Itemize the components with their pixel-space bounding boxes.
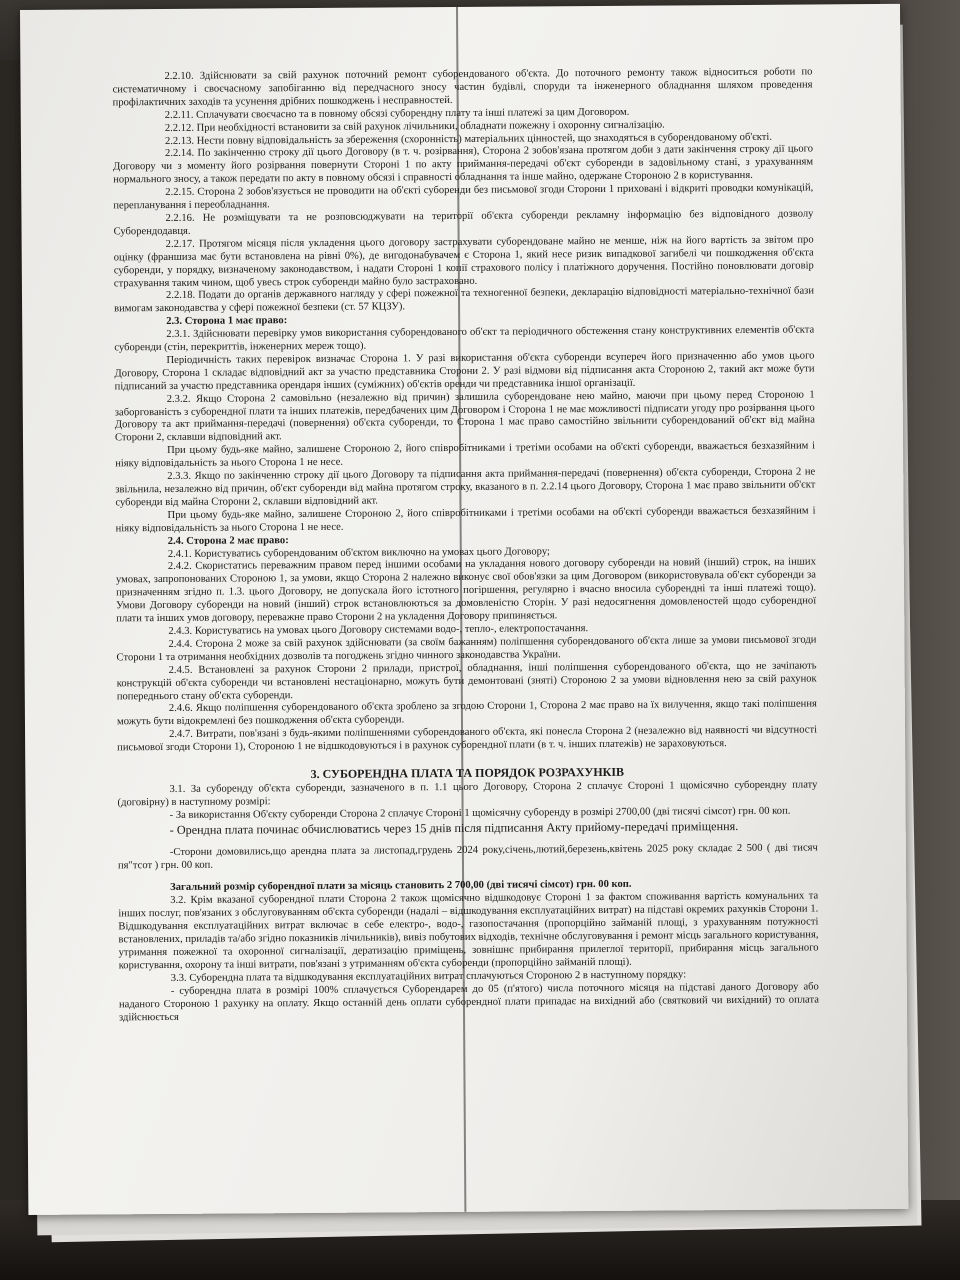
clause-2-2-16: 2.2.16. Не розміщувати та не розповсюджувати на території об'єкта суборенди рекламну інформацію без відповідного дозволу Суборендодавця. xyxy=(113,208,814,238)
document-page xyxy=(20,4,908,1215)
clause-2-3-1-cont: Періодичність таких перевірок визначає Сторона 1. У разі використання об'єкта суборенди всупереч його призначенню або умов цього Договору, Сторона 1 складає відповідний акт за участю представника Сторони 2. У разі відмови від підписання акта Стороною 2, такий акт може бути підписаний за участю представника орендаря інших (суміжних) об'єктів оренди чи представника іншої організації. xyxy=(114,350,815,393)
clause-2-4-2: 2.4.2. Скористатись переважним правом перед іншими особами на укладання нового договору суборенди на новий (інший) строк, на інших умовах, запропонованих Стороною 1, за умови, якщо Сторона 2 належно виконує свої обов'язки за цим Договором (використовувала об'єкт суборенди за призначенням згідно п. 1.3. цього Договору, не допускала його істотного погіршення, регулярно і вчасно вносила суборендні та інші платежі тощо). Умови Договору суборенди на новий (інший) строк встановлюються за домовленістю Сторін. У разі недосягнення домовленостей щодо суборендної плати та інших умов договору, переважне право Сторони 2 на укладення Договору припиняється. xyxy=(115,556,817,625)
clause-2-4-1: 2.4.1. Користуватись суборендованим об'єктом виключно на умовах цього Договору; xyxy=(167,545,550,560)
clause-2-2-15: 2.2.15. Сторона 2 зобов'язується не проводити на об'єкті суборенди без письмової згоди Сторони 1 приховані і відкриті проводки комунікацій, перепланування і переобладнання. xyxy=(113,182,814,212)
clause-2-2-11: 2.2.11. Сплачувати своєчасно та в повному обсязі суборендну плату та інші платежі за цим Договором. xyxy=(164,106,630,121)
clause-2-4-6: 2.4.6. Якщо поліпшення суборендованого об'єкта зроблено за згодою Сторони 1, Сторона 2 має право на їх вилучення, якщо такі поліпшення можуть бути відокремлені без пошкодження об'єкта суборенди. xyxy=(116,698,817,728)
clause-3-1-b: - Орендна плата починає обчислюватись через 15 днів після підписання Акту прийому-передачі приміщення. xyxy=(169,818,739,837)
clause-2-3-3: 2.3.3. Якщо по закінченню строку дії цього Договору та підписання акта приймання-передачі (повернення) об'єкта суборенди, Сторона 2 не звільнила, незалежно від причин, об'єкт суборенди від майна протягом строку, вказаного в п. 2.2.14 цього Договору, Сторона 1 має право звільнити об'єкт суборенди від майна Сторони 2, склавши відповідний акт. xyxy=(115,466,816,509)
clause-3-1-c: -Сторони домовились,що арендна плата за листопад,грудень 2024 року,січень,лютий,березень,квітень 2025 року складає 2 500 ( дві тисяч пя"тсот ) грн. 00 коп. xyxy=(117,842,818,871)
heading-2-3: 2.3. Сторона 1 має право: xyxy=(166,315,288,328)
clause-2-4-5: 2.4.5. Встановлені за рахунок Сторони 2 прилади, пристрої, обладнання, інші поліпшення суборендованого об'єкта, що не зачіпають конструкцій об'єкта суборенди чи встановлені нестаціонарно, можуть бути демонтовані (зняті) Стороною 2 за умови відновлення нею за свій рахунок попереднього стану об'єкта суборенди. xyxy=(116,660,817,702)
clause-2-3-2-cont: При цьому будь-яке майно, залишене Стороною 2, його співробітниками і третіми особами на об'єкті суборенди, вважається безхазяйним і ніяку відповідальність за нього Сторона 1 не несе. xyxy=(115,440,816,470)
heading-2-4: 2.4. Сторона 2 має право: xyxy=(167,534,289,547)
clause-2-3-2: 2.3.2. Якщо Сторона 2 самовільно (незалежно від причин) залишила суборендоване нею майно, маючи при цьому перед Стороною 1 заборгованість з суборендної плати та інших платежів, передбачених цим Договором і Сторона 1 не має можливості підписати угоду про розірвання цього Договору та акт приймання-передачі (повернення) об'єкта суборенди, то Сторона 1 має право самостійно звільнити суборендований об'єкт від майна Сторони 2, склавши відповідний акт. xyxy=(114,389,815,444)
clause-2-2-17: 2.2.17. Протягом місяця після укладення цього договору застрахувати суборендоване майно не менше, ніж на його вартість за звітом про оцінку (франшиза має бути встановлена на рівні 0%), де вигодонабувачем є Сторона 1, який несе ризик випадкової загибелі чи пошкодження об'єкта суборенди, у порядку, визначеному законодавством, і надати Стороні 1 копії страхового полісу і платіжного доручення. Постійно поновлювати договір страхування таким чином, щоб увесь строк суборенди майно було застраховано. xyxy=(113,234,814,289)
document-text xyxy=(112,66,819,1024)
clause-2-4-3: 2.4.3. Користуватись на умовах цього Договору системами водо-, тепло-, електропостачання. xyxy=(168,623,589,637)
clause-3-3: 3.3. Суборендна плата та відшкодування експлуатаційних витрат сплачуються Стороною 2 в наступному порядку: xyxy=(170,969,687,984)
clause-2-3-3-cont: При цьому будь-яке майно, залишене Стороною 2, його співробітниками і третіми особами на об'єкті суборенди вважається безхазяйним і ніяку відповідальність за нього Сторона 1 не несе. xyxy=(115,505,816,535)
clause-2-2-13: 2.2.13. Нести повну відповідальність за збереження (схоронність) матеріальних цінностей, що знаходяться в суборендованому об'єкті. xyxy=(164,131,773,147)
clause-3-1: 3.1. За суборенду об'єкта суборенди, зазначеного в п. 1.1 цього Договору, Сторона 2 сплачує Стороні 1 щомісячно суборендну плату (договірну) в наступному розмірі: xyxy=(117,779,818,809)
clause-3-2: 3.2. Крім вказаної суборендної плати Сторона 2 також щомісячно відшкодовує Стороні 1 за фактом споживання вартість комунальних та інших послуг, пов'язаних з обслуговуванням об'єкта суборенди (надалі – відшкодування експлуатаційних витрат) на підставі окремих рахунків Сторони 1. Відшкодування експлуатаційних витрат включає в себе електро-, водо-, газопостачання (пропорційно займаній площі, з урахуванням потужності встановлених, приладів та/або згідно показників лічильників), вивіз побутових відходів, технічне обслуговування і ремонт місць загального користування, утримання пожежної та охоронної сигналізації, дератизацію приміщень, зовнішнє прибирання прилеглої території, прибирання місць загального користування, охорону та інші витрати, пов'язані з утриманням об'єкта суборенди (пропорційно займаній площі). xyxy=(118,890,819,972)
clause-2-2-10: 2.2.10. Здійснювати за свій рахунок поточний ремонт суборендованого об'єкта. До поточного ремонту також відноситься роботи по систематичному і своєчасному запобіганню від передчасного зносу частин будівлі, споруди та інженерного обладнання шляхом проведення профілактичних заходів та усунення дрібних пошкоджень і несправностей. xyxy=(112,66,813,109)
clause-2-4-7: 2.4.7. Витрати, пов'язані з будь-якими поліпшеннями суборендованого об'єкта, які понесла Сторона 2 (незалежно від наявності чи відсутності письмової згоди Сторони 1), Стороною 1 не відшкодовуються і в рахунок суборендної плати (в т. ч. інших платежів) не зараховуються. xyxy=(117,724,818,754)
clause-2-2-12: 2.2.12. При необхідності встановити за свій рахунок лічильники, обладнати пожежну і охоронну сигналізацію. xyxy=(164,119,665,134)
section-3-title: 3. СУБОРЕНДНА ПЛАТА ТА ПОРЯДОК РОЗРАХУНКІВ xyxy=(310,764,625,782)
clause-2-3-1: 2.3.1. Здійснювати перевірку умов використання суборендованого об'єкт та періодичного обстеження стану конструктивних елементів об'єкта суборенди (стін, перекриттів, інженерних мереж тощо). xyxy=(114,324,815,354)
clause-2-4-4: 2.4.4. Сторона 2 може за свій рахунок здійснювати (за своїм бажанням) поліпшення суборендованого об'єкта лише за умови письмової згоди Сторони 1 та отримання необхідних дозволів та погоджень згідно чинного законодавства України. xyxy=(116,634,817,664)
clause-3-1-a: - За використання Об'єкту суборенди Сторона 2 сплачує Стороні 1 щомісячну суборенду в розмірі 2700,00 (дві тисячі сімсот) грн. 00 коп. xyxy=(169,805,791,821)
total-rent: Загальний розмір суборендної плати за місяць становить 2 700,00 (дві тисячі сімсот) грн. 00 коп. xyxy=(170,879,632,894)
clause-3-3-a: - суборендна плата в розмірі 100% сплачується Суборендарем до 05 (п'ятого) числа поточного місяця на підставі даного Договору або наданого Стороною 1 рахунку на оплату. Якщо останній день оплати суборендної плати припадає на вихідний або (святковий чи вихідний) то оплата здійснюється xyxy=(118,981,819,1023)
clause-2-2-18: 2.2.18. Подати до органів державного нагляду у сфері пожежної та техногенної безпеки, декларацію відповідності матеріально-технічної бази вимогам законодавства у сфері пожежної безпеки (ст. 57 КЦЗУ). xyxy=(114,285,815,315)
clause-2-2-14: 2.2.14. По закінченню строку дії цього Договору (в т. ч. розірвання), Сторона 2 зобов'язана протягом доби з дати закінчення строку дії цього Договору чи з моменту його розірвання повернути Стороні 1 по акту приймання-передачі об'єкт суборенди в задовільному стані, з урахуванням нормального зносу, а також передати по акту в повному обсязі і справності обладнання та інше майно, одержане Стороною 2 в користування. xyxy=(113,143,814,186)
